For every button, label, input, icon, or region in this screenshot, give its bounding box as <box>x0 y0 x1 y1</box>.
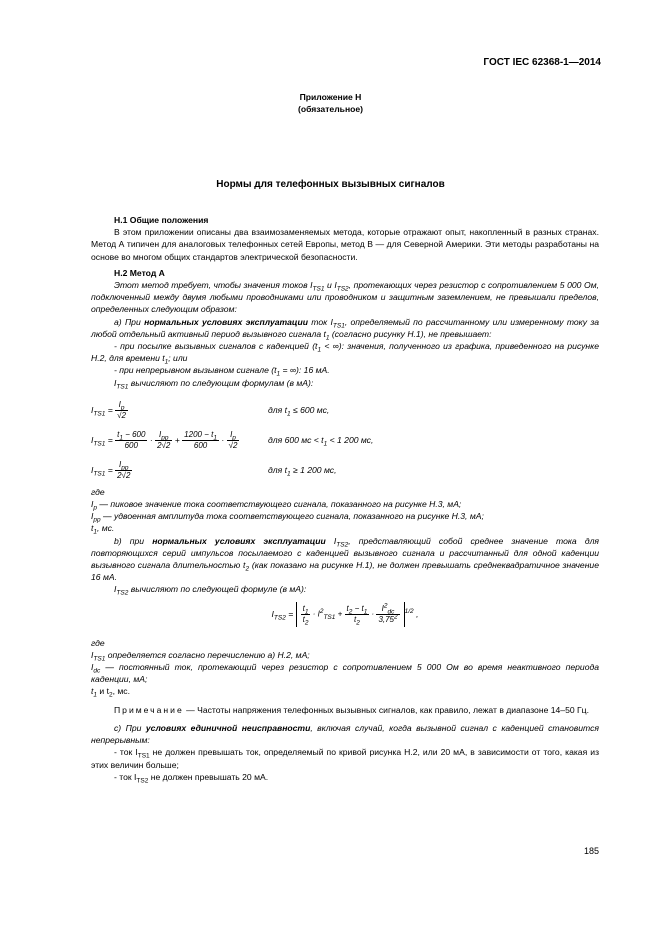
note: Примечание — Частоты напряжения телефонных вызывных сигналов, как правило, лежат в диапазоне 14–50 Гц. <box>114 704 589 715</box>
item-c-dash2: - ток $I_{TS2}$ не должен превышать 20 мА. <box>114 771 269 785</box>
formula-its2: $I_{TS2}$ = $\frac{t_1}{t_2}$ · $I^2_{TS1}$ + $\frac{t_2 - t_1}{t_2}$ · $\frac{I^2_{dc}}{3,75^2}$ $^{1/2}$ , <box>271 602 419 627</box>
ipp-definition: $I_{pp}$ — удвоенная амплитуда тока соответствующего сигнала, показанного на рисунке Н.3, мА; <box>91 511 484 524</box>
t1-t2-definition: $t_1$ и $t_2$, мс. <box>91 686 130 700</box>
ip-definition: $I_p$ — пиковое значение тока соответствующего сигнала, показанного на рисунке Н.3, мА; <box>91 499 462 512</box>
standard-code: ГОСТ IEC 62368-1—2014 <box>483 57 601 68</box>
formula-2: $I_{TS1}$ = $\frac{t_1 - 600}{600}$ · $\frac{I_{pp}}{2√2}$ + $\frac{1200 - t_1}{600}$ · $\frac{I_p}{√2}$ для 600 мс < $t_1 < 1$ 200 мс, <box>91 429 374 450</box>
its1-definition: $I_{TS1}$ определяется согласно перечислению а) Н.2, мА; <box>91 649 310 663</box>
item-a: а) При нормальных условиях эксплуатации ток $I_{TS1}$, определяемый по рассчитанному или измеренному току за любой отдельный активный период вызывного сигнала $t_1$ (согласно рисунку Н.1), не превышает: <box>91 316 600 342</box>
item-a-dash2: - при непрерывном вызывном сигнале ($t_1$ = ∞): 16 мА. <box>114 365 330 379</box>
formula-1: $I_{TS1}$ = $\frac{I_p}{√2}$ для $t_1 \le 600$ мс, <box>91 399 330 420</box>
item-c: с) При условиях единичной неисправности, включая случай, когда вызывной сигнал с каденцией становится непрерывным: <box>91 722 599 746</box>
formula-3: $I_{TS1}$ = $\frac{I_{pp}}{2√2}$ для $t_1 \ge 1$ 200 мс, <box>91 459 337 480</box>
where-label: где <box>91 486 105 497</box>
its2-calc-label: $I_{TS2}$ вычисляют по следующей формуле (в мА): <box>114 584 307 598</box>
its1-calc-label: $I_{TS1}$ вычисляют по следующим формулам (в мА): <box>114 377 314 391</box>
idc-definition: $I_{dc}$ — постоянный ток, протекающий через резистор с сопротивлением 5 000 Ом во время неактивного периода каденции, мА; <box>91 662 599 685</box>
item-b: b) при нормальных условиях эксплуатации $I_{TS2}$, представляющий собой среднее значение тока для повторяющихся серий импульсов посылаемого с каденцией вызывного сигнала и рассчитанный для одной каденции вызывного сигнала длительностью $t_2$ (как показано на рисунке Н.1), не должен превышать среднеквадратичное значение 16 мА. <box>91 535 600 583</box>
annex-status: (обязательное) <box>297 104 364 114</box>
where-label-2: где <box>91 637 105 648</box>
section-heading-h2: Н.2 Метод А <box>114 267 165 278</box>
document-title: Нормы для телефонных вызывных сигналов <box>216 179 445 190</box>
item-a-dash1: - при посылке вызывных сигналов с каденцией ($t_1$ < ∞): значения, полученного из графика, приведенного на рисунке Н.2, для времени $t_1$; или <box>91 341 600 366</box>
annex-title: Приложение Н <box>299 92 362 102</box>
section-heading-h1: Н.1 Общие положения <box>114 215 209 225</box>
method-a-intro: Этот метод требует, чтобы значения токов $I_{TS1}$ и $I_{TS2}$, протекающих через резистор с сопротивлением 5 000 Ом, подключенный между двумя любыми проводниками или проводником и защитным заземлением, не превышали пределов, определенных следующим образом: <box>91 280 599 315</box>
item-c-dash1: - ток $I_{TS1}$ не должен превышать ток, определяемый по кривой рисунка Н.2, или 20 мА, в зависимости от того, какая из этих величин больше; <box>91 747 600 770</box>
section-h1-text: В этом приложении описаны два взаимозаменяемых метода, которые отражают опыт, накопленный в разных странах. Метод А типичен для аналоговых телефонных сетей Европы, метод В — для Северной Америки. Эти методы разработаны на основе во многом общих стандартов электрической безопасности. <box>91 227 599 262</box>
page-number: 185 <box>583 846 599 856</box>
t1-definition: $t_1$, мс. <box>91 523 115 537</box>
document-body <box>91 210 599 783</box>
annex-heading <box>0 91 661 115</box>
